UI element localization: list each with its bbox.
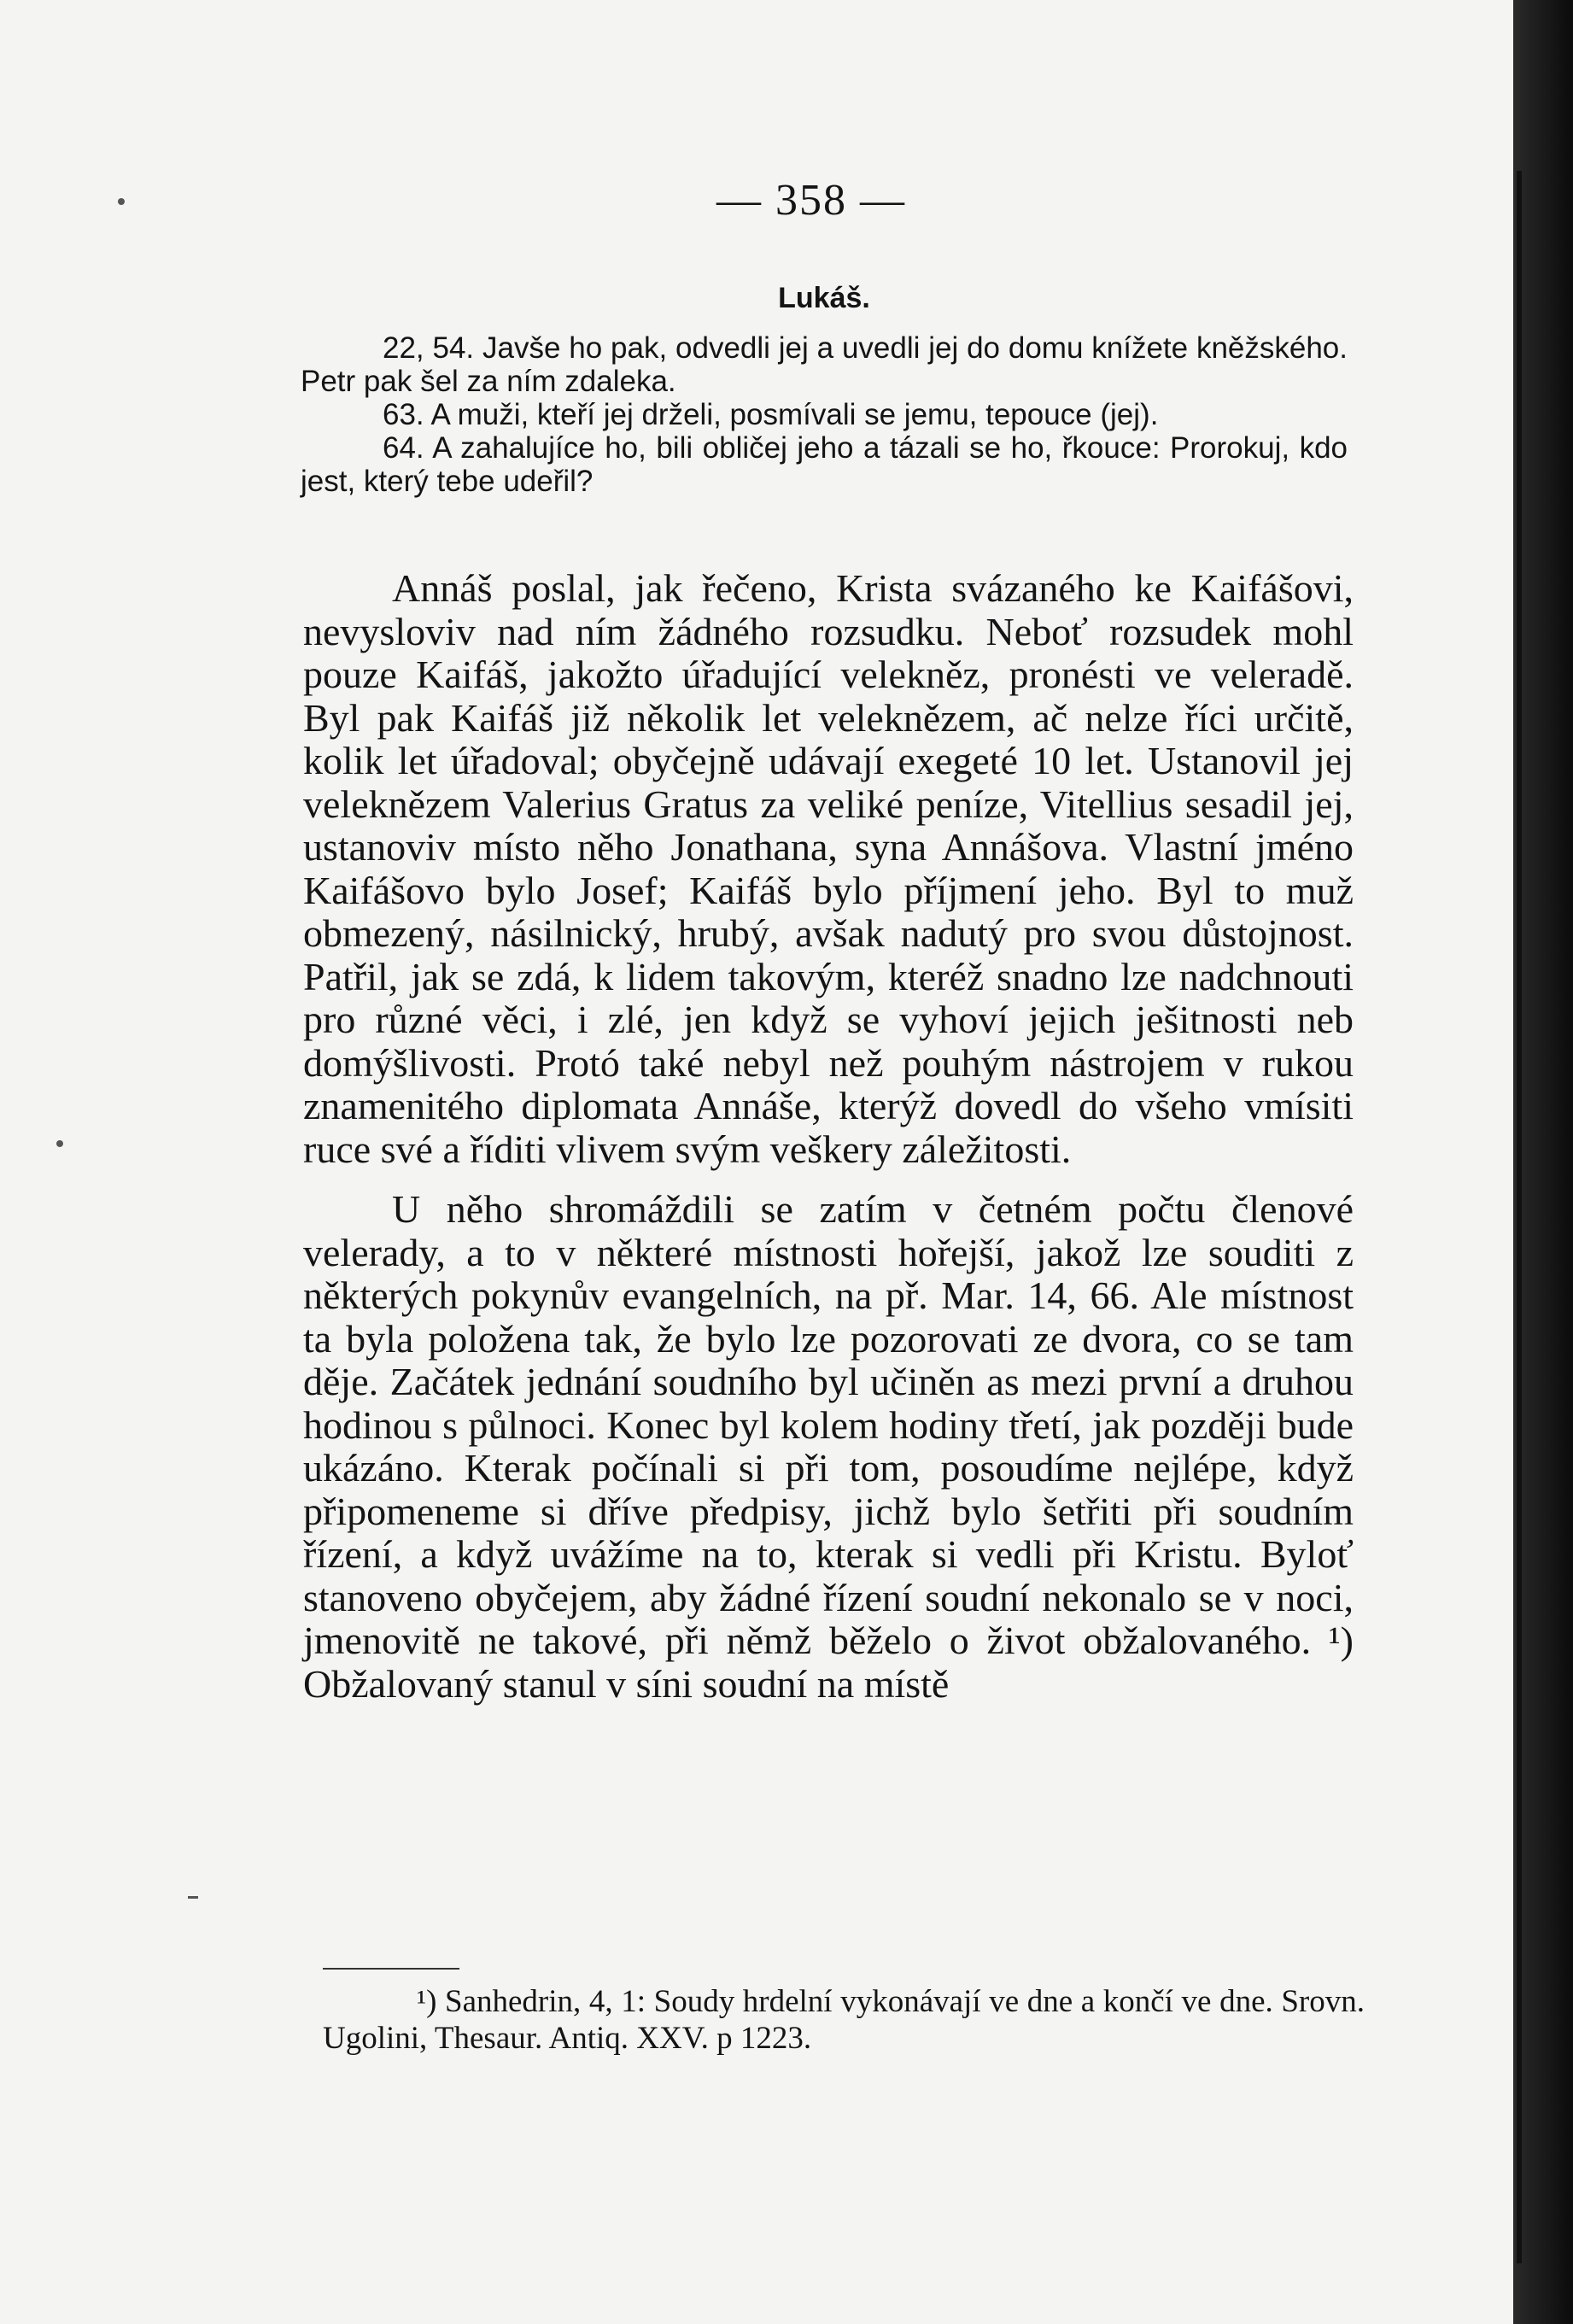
commentary-text (303, 567, 1354, 1706)
body-paragraph: U něho shromáždili se zatím v četném počtu členové velerady, a to v některé místnosti hořejší, jakož lze souditi z některých pokynův evangelních, na př. Mar. 14, 66. Ale místnost ta byla položena tak, že bylo lze pozorovati ze dvora, co se tam děje. Začátek jednání soudního byl učiněn as mezi první a druhou hodinou s půlnoci. Konec byl kolem hodiny třetí, jak později bude ukázáno. Kterak počínali si při tom, posoudíme nejlépe, když připomeneme si dříve předpisy, jichž bylo šetřiti při soudním řízení, a když uvážíme na to, kterak si vedli při Kristu. Byloť stanoveno obyčejem, aby žádné řízení soudní nekonalo se v noci, jmenovitě ne takové, při němž běželo o život obžalovaného. ¹) Obžalovaný stanul v síni soudní na místě (303, 1187, 1354, 1706)
body-paragraph: Annáš poslal, jak řečeno, Krista svázaného ke Kaifášovi, nevysloviv nad ním žádného rozsudku. Neboť rozsudek mohl pouze Kaifáš, jakožto úřadující velekněz, pronésti ve veleradě. Byl pak Kaifáš již několik let veleknězem, ač nelze říci určitě, kolik let úřadoval; obyčejně udávají exegeté 10 let. Ustanovil jej veleknězem Valerius Gratus za veliké peníze, Vitellius sesadil jej, ustanoviv místo něho Jonathana, syna Annášova. Vlastní jméno Kaifášovo bylo Josef; Kaifáš bylo příjmení jeho. Byl to muž obmezený, násilnický, hrubý, avšak nadutý pro svou důstojnost. Patřil, jak se zdá, k lidem takovým, kteréž snadno lze nadchnouti pro různé věci, i zlé, jen když se vyhoví jejich ješitnosti neb domýšlivosti. Protó také nebyl než pouhým nástrojem v rukou znamenitého diplomata Annáše, kterýž dovedl do všeho vmísiti ruce své a říditi vlivem svým veškery záležitosti. (303, 566, 1354, 1171)
verse-paragraph: 63. A muži, kteří jej drželi, posmívali se jemu, tepouce (jej). (383, 398, 1159, 431)
scan-speck (188, 1896, 198, 1899)
footnote-text: ¹) Sanhedrin, 4, 1: Soudy hrdelní vykonávají ve dne a končí ve dne. Srovn. Ugolini, Thesaur. Antiq. XXV. p 1223. (323, 1984, 1365, 2056)
binding-rule (1517, 171, 1522, 2263)
verse-paragraph: 22, 54. Javše ho pak, odvedli jej a uvedli jej do domu knížete kněžského. Petr pak šel za ním zdaleka. (301, 331, 1348, 398)
scan-speck (56, 1140, 63, 1147)
verse-paragraph: 64. A zahalujíce ho, bili obličej jeho a tázali se ho, řkouce: Prorokuj, kdo jest, který tebe udeřil? (301, 431, 1348, 498)
scripture-verses (301, 331, 1348, 498)
chapter-heading: Lukáš. (778, 282, 870, 314)
footnote (323, 1983, 1365, 2057)
page-edge-shadow (1513, 0, 1573, 2324)
footnote-divider (323, 1968, 459, 1970)
page-number: — 358 — (716, 176, 906, 225)
